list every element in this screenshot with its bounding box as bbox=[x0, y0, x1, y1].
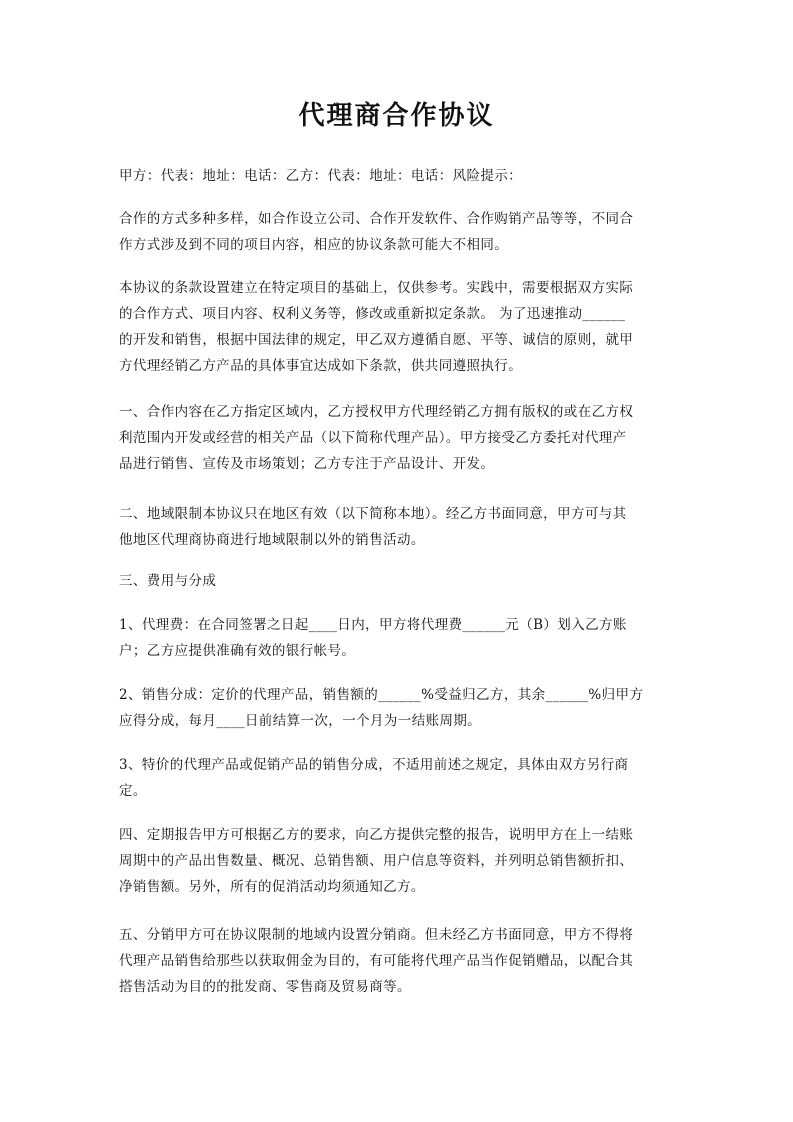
text-line: 他地区代理商协商进行地域限制以外的销售活动。 bbox=[119, 532, 425, 548]
parties-paragraph bbox=[119, 163, 675, 189]
text-line: 的开发和销售，根据中国法律的规定，甲乙双方遵循自愿、平等、诚信的原则，就甲 bbox=[119, 332, 634, 348]
clause-3-2-paragraph bbox=[119, 682, 675, 734]
text-line: 的合作方式、项目内容、权利义务等，修改或重新拟定条款。 为了迅速推动______ bbox=[119, 306, 626, 322]
text-line: 2、销售分成：定价的代理产品，销售额的______%受益归乙方，其余______%归甲方 bbox=[119, 687, 644, 703]
text-line: 代理产品销售给那些以获取佣金为目的，有可能将代理产品当作促销赠品，以配合其 bbox=[119, 953, 634, 969]
text-line: 定。 bbox=[119, 783, 147, 799]
text-line: 作方式涉及到不同的项目内容，相应的协议条款可能大不相同。 bbox=[119, 237, 509, 253]
text-line: 三、费用与分成 bbox=[119, 573, 217, 589]
text-line: 周期中的产品出售数量、概况、总销售额、用户信息等资料，并列明总销售额折扣、 bbox=[119, 853, 634, 869]
text-line: 方代理经销乙方产品的具体事宜达成如下条款，供共同遵照执行。 bbox=[119, 358, 523, 374]
text-line: 本协议的条款设置建立在特定项目的基础上，仅供参考。实践中，需要根据双方实际 bbox=[119, 280, 634, 296]
clause-4-paragraph bbox=[119, 822, 675, 900]
text-line: 户；乙方应提供准确有效的银行帐号。 bbox=[119, 643, 356, 659]
clause-3-1-paragraph bbox=[119, 612, 675, 664]
clause-5-paragraph bbox=[119, 922, 675, 1000]
text-line: 搭售活动为目的的批发商、零售商及贸易商等。 bbox=[119, 979, 411, 995]
text-line: 四、定期报告甲方可根据乙方的要求，向乙方提供完整的报告，说明甲方在上一结账 bbox=[119, 827, 634, 843]
clause-3-3-paragraph bbox=[119, 752, 675, 804]
clause-1-paragraph bbox=[119, 399, 675, 477]
text-line: 利范围内开发或经营的相关产品（以下简称代理产品）。甲方接受乙方委托对代理产 bbox=[119, 430, 627, 446]
text-line: 一、合作内容在乙方指定区域内，乙方授权甲方代理经销乙方拥有版权的或在乙方权 bbox=[119, 404, 634, 420]
text-line: 应得分成，每月____日前结算一次，一个月为一结账周期。 bbox=[119, 713, 482, 729]
document-title: 代理商合作协议 bbox=[298, 101, 495, 131]
text-line: 五、分销甲方可在协议限制的地域内设置分销商。但未经乙方书面同意，甲方不得将 bbox=[119, 927, 634, 943]
text-line: 合作的方式多种多样，如合作设立公司、合作开发软件、合作购销产品等等，不同合 bbox=[119, 211, 634, 227]
clause-2-paragraph bbox=[119, 501, 675, 553]
risk-note-paragraph bbox=[119, 206, 675, 258]
text-line: 品进行销售、宣传及市场策划；乙方专注于产品设计、开发。 bbox=[119, 456, 495, 472]
clause-3-heading bbox=[119, 568, 675, 594]
preamble-paragraph bbox=[119, 275, 675, 379]
text-line: 净销售额。另外，所有的促消活动均须通知乙方。 bbox=[119, 879, 425, 895]
text-line: 甲方：代表：地址：电话：乙方：代表：地址：电话：风险提示： bbox=[119, 168, 523, 184]
text-line: 二、地域限制本协议只在地区有效（以下简称本地）。经乙方书面同意，甲方可与其 bbox=[119, 506, 627, 522]
text-line: 3、特价的代理产品或促销产品的销售分成，不适用前述之规定，具体由双方另行商 bbox=[119, 757, 629, 773]
text-line: 1、代理费：在合同签署之日起____日内，甲方将代理费______元（B）划入乙方账 bbox=[119, 617, 627, 633]
